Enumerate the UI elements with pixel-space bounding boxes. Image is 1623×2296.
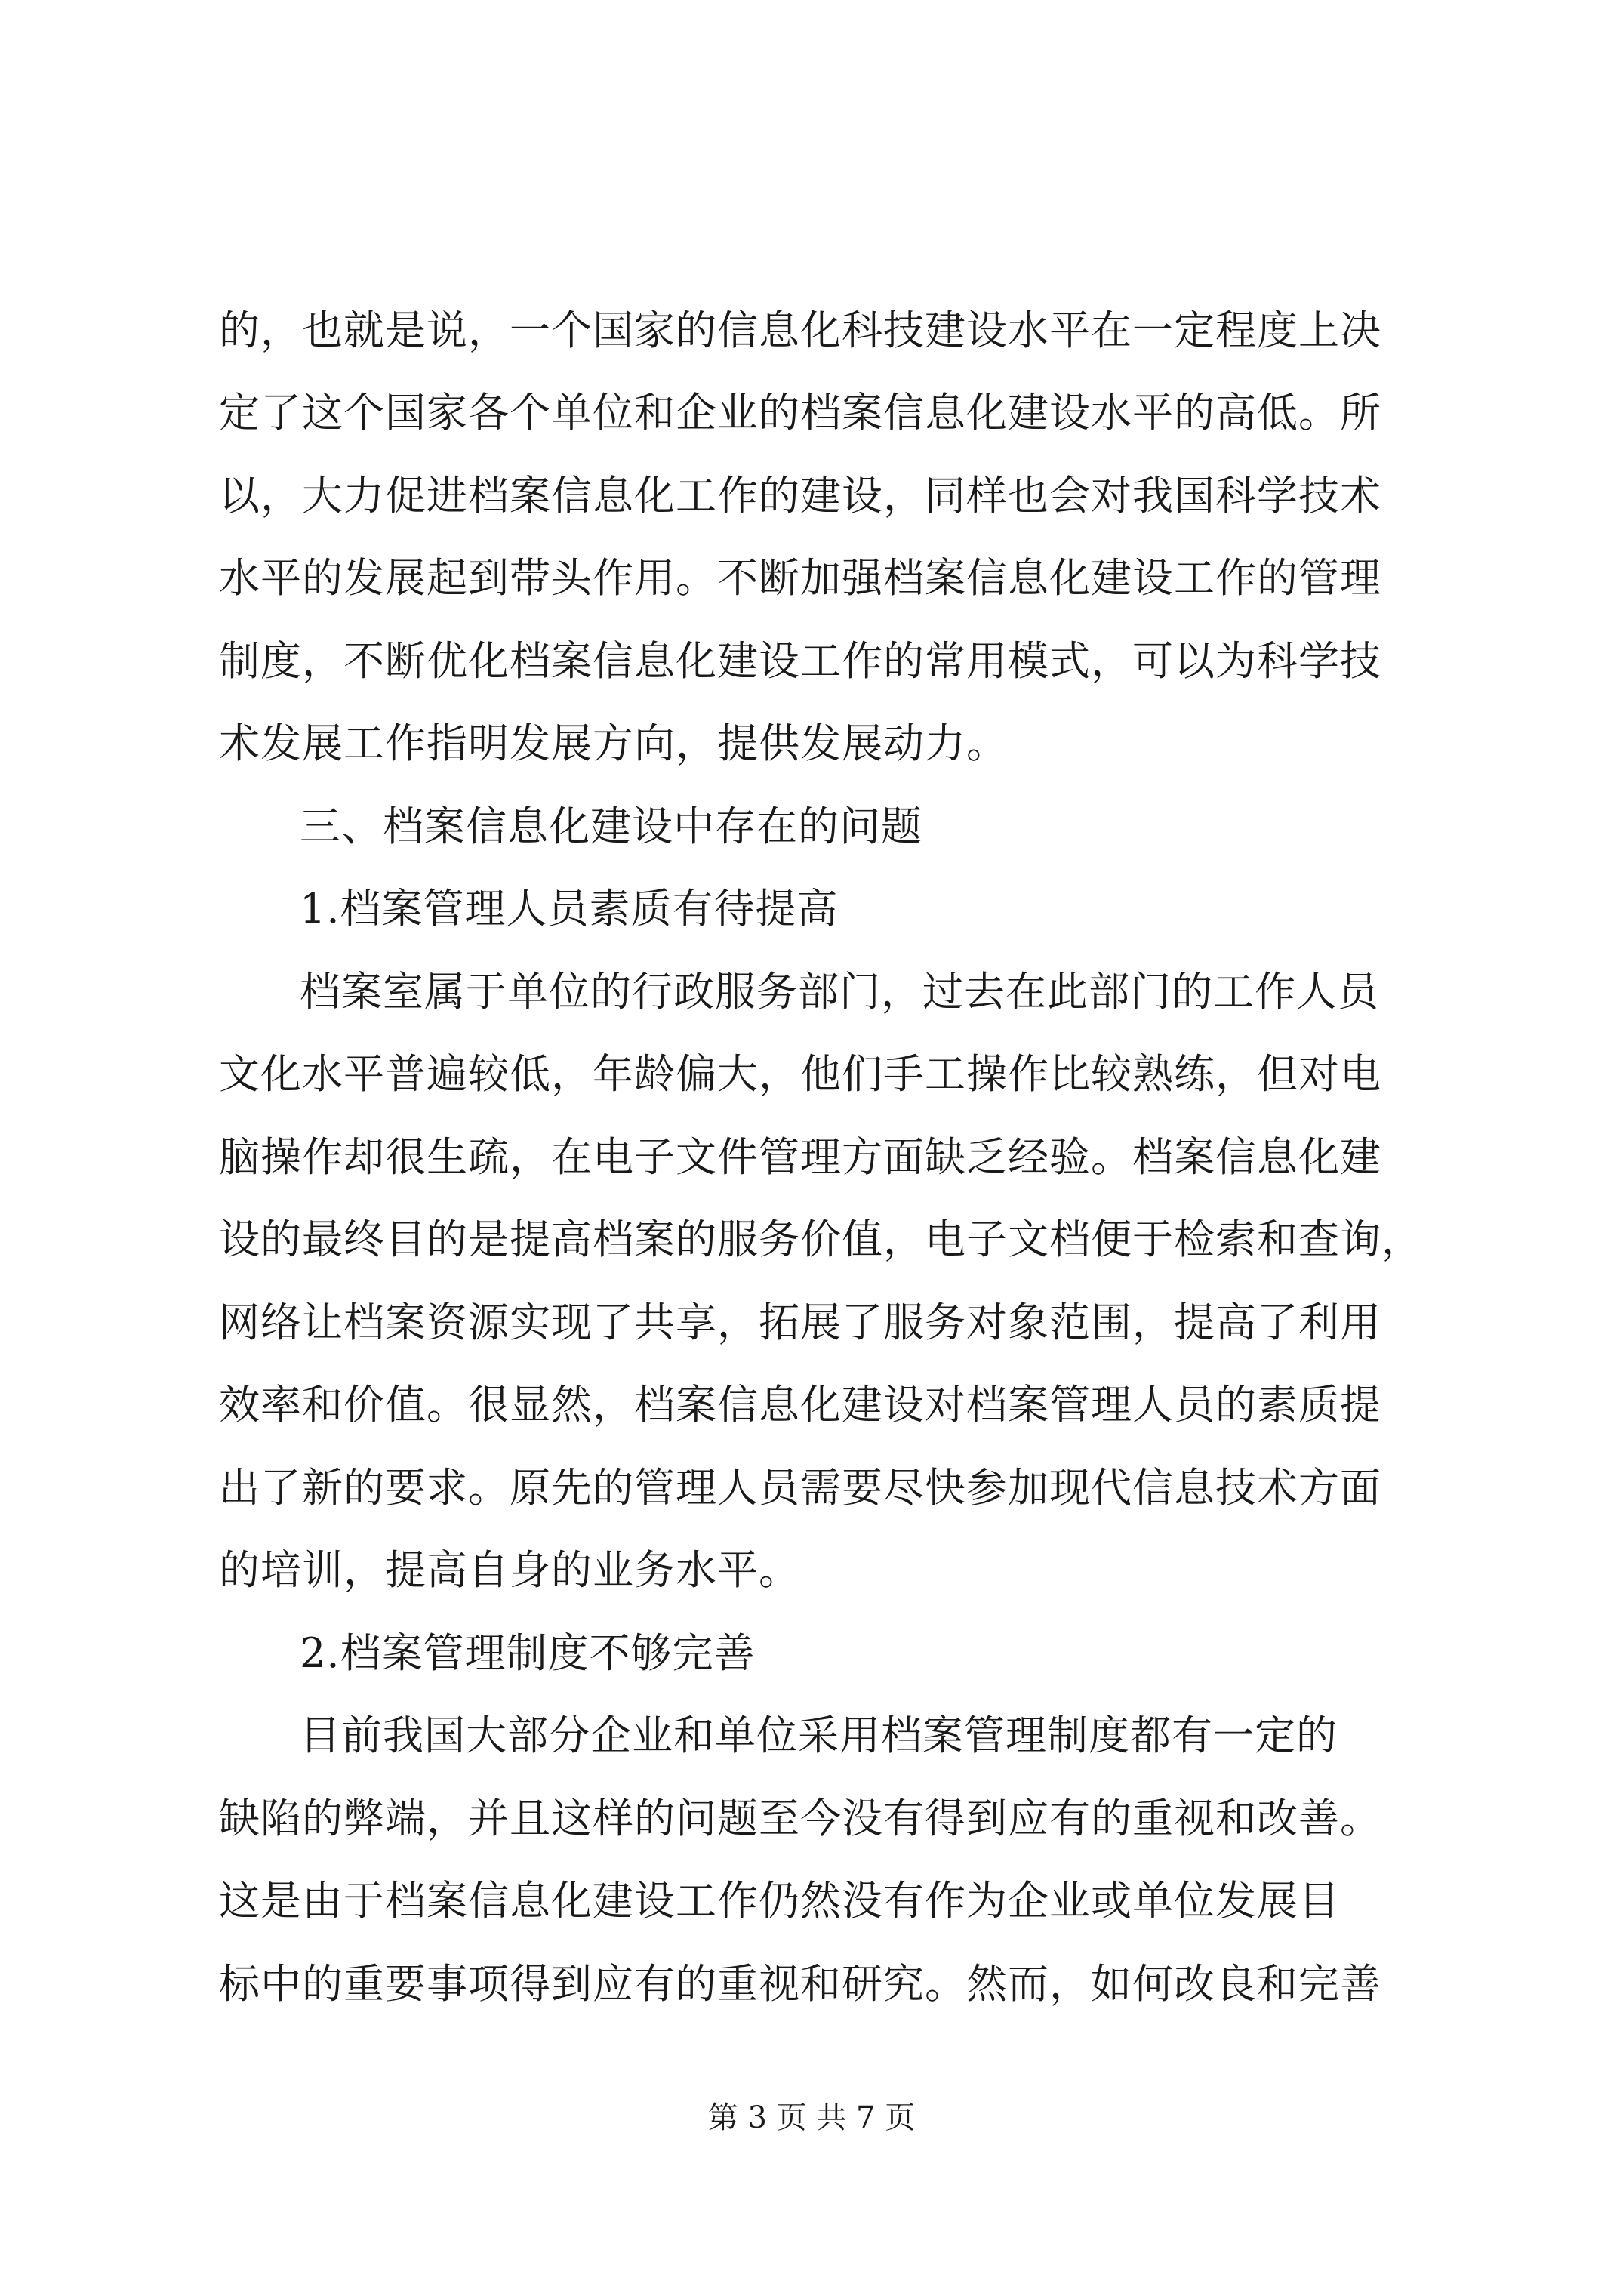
- body-text-line: 水平的发展起到带头作用。不断加强档案信息化建设工作的管理: [219, 554, 1381, 602]
- body-text-line: 缺陷的弊端，并且这样的问题至今没有得到应有的重视和改善。: [219, 1795, 1381, 1842]
- body-text-line: 出了新的要求。原先的管理人员需要尽快参加现代信息技术方面: [219, 1464, 1381, 1512]
- body-text-line: 文化水平普遍较低，年龄偏大，他们手工操作比较熟练，但对电: [219, 1050, 1381, 1098]
- body-text-line: 效率和价值。很显然，档案信息化建设对档案管理人员的素质提: [219, 1381, 1381, 1428]
- page-footer: 第 3 页 共 7 页: [707, 2100, 916, 2135]
- body-text-line: 标中的重要事项得到应有的重视和研究。然而，如何改良和完善: [219, 1960, 1381, 2008]
- body-text-line: 设的最终目的是提高档案的服务价值，电子文档便于检索和查询，: [219, 1216, 1423, 1263]
- body-text-line: 的，也就是说，一个国家的信息化科技建设水平在一定程度上决: [219, 307, 1381, 354]
- body-text-line: 脑操作却很生疏，在电子文件管理方面缺乏经验。档案信息化建: [219, 1133, 1381, 1181]
- body-text-line: 定了这个国家各个单位和企业的档案信息化建设水平的高低。所: [219, 389, 1381, 436]
- section-heading: 三、档案信息化建设中存在的问题: [300, 803, 922, 850]
- body-text-line: 这是由于档案信息化建设工作仍然没有作为企业或单位发展目: [219, 1877, 1340, 1925]
- body-text-line: 目前我国大部分企业和单位采用档案管理制度都有一定的: [300, 1712, 1338, 1759]
- body-text-line: 档案室属于单位的行政服务部门，过去在此部门的工作人员: [300, 968, 1379, 1015]
- subsection-heading: 1.档案管理人员素质有待提高: [300, 885, 839, 932]
- body-text-line: 术发展工作指明发展方向，提供发展动力。: [219, 720, 1008, 767]
- subsection-heading: 2.档案管理制度不够完善: [300, 1629, 756, 1677]
- body-text-line: 的培训，提高自身的业务水平。: [219, 1546, 800, 1594]
- body-text-line: 制度，不断优化档案信息化建设工作的常用模式，可以为科学技: [219, 637, 1381, 685]
- body-text-line: 以，大力促进档案信息化工作的建设，同样也会对我国科学技术: [219, 472, 1381, 519]
- body-text-line: 网络让档案资源实现了共享，拓展了服务对象范围，提高了利用: [219, 1299, 1381, 1346]
